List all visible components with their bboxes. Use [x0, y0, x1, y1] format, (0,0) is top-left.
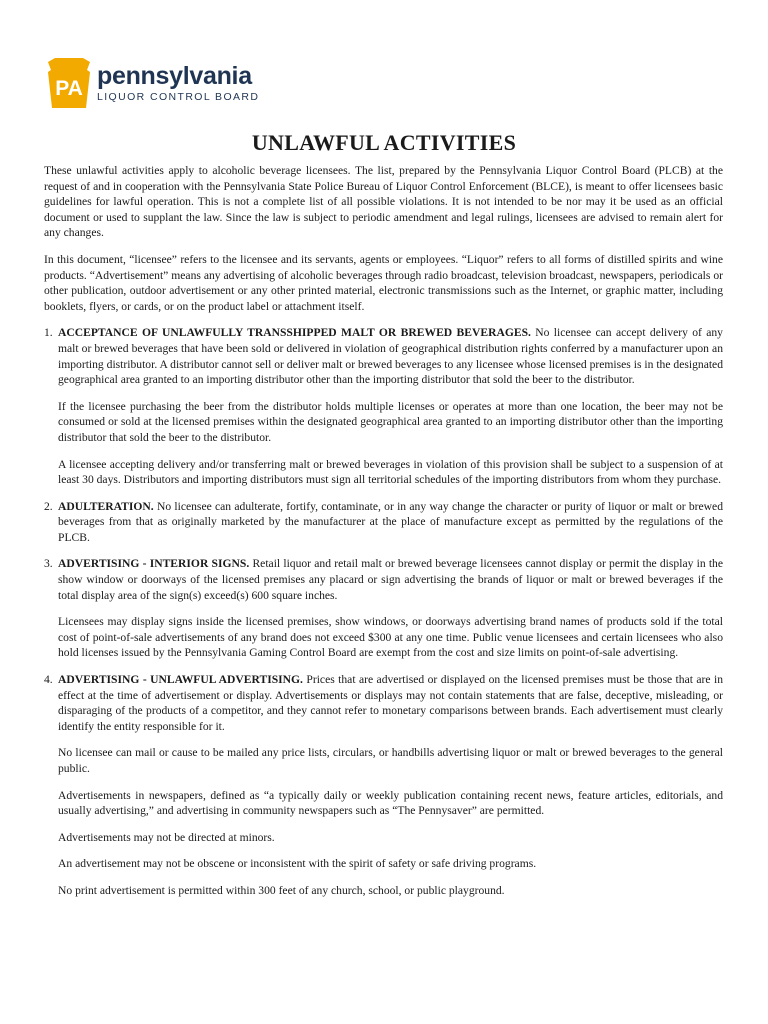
item-paragraph: An advertisement may not be obscene or inconsistent with the spirit of safety or safe driving programs. — [58, 857, 537, 871]
item-heading: ADULTERATION. — [58, 499, 154, 513]
item-text: No licensee can accept delivery of any malt or brewed beverages that have been sold or delivered in violation of geographical distribution rights conferred by a manufacturer upon an importing distributor. A distributor cannot sell or deliver malt or brewed beverages to any licensee whose licensed premises is in the designated geographical area granted to an importing distributor other than the importing distributor that sold the beer to the distributor. — [58, 326, 723, 387]
intro-paragraph: In this document, “licensee” refers to the licensee and its servants, agents or employees. “Liquor” refers to all forms of distilled spirits and wine products. “Advertisement” means any advertising of alcoholic beverages through radio broadcast, television broadcast, newspapers, periodicals or other publication, outdoor advertisement or any other printed material, electronic transmissions such as the Internet, or graphic matter, including booklets, flyers, or cards, or on the product label or attachment itself. — [44, 252, 723, 313]
item-heading: ACCEPTANCE OF UNLAWFULLY TRANSSHIPPED MALT OR BREWED BEVERAGES. — [58, 326, 531, 340]
keystone-icon — [46, 58, 92, 108]
item-heading: ADVERTISING - UNLAWFUL ADVERTISING. — [58, 673, 303, 687]
activity-list — [44, 325, 723, 898]
activity-item — [44, 556, 723, 661]
logo-name: pennsylvania — [97, 62, 252, 90]
logo-mark: PA — [55, 77, 83, 100]
item-lead-paragraph — [58, 556, 723, 603]
item-paragraph: A licensee accepting delivery and/or transferring malt or brewed beverages in violation of this provision shall be subject to a suspension of at least 30 days. Distributors and importing distributors must sign all territorial schedules of the importing distributors from whom they purchase. — [58, 457, 723, 487]
item-paragraph: If the licensee purchasing the beer from the distributor holds multiple licenses or operates at more than one location, the beer may not be consumed or sold at the licensed premises within the designated geographical area granted to an importing distributor other than the importing distributor that sold the beer to the distributor. — [58, 399, 723, 444]
item-paragraph: No print advertisement is permitted within 300 feet of any church, school, or public playground. — [58, 883, 505, 897]
activity-item — [44, 499, 723, 546]
activity-item — [44, 672, 723, 899]
item-text: Prices that are advertised or displayed on the licensed premises must be those that are in effect at the time of advertisement or display. Advertisements or displays may not contain statements that are false, deceptive, misleading, or disparaging of the products of a competitor, and they cannot refer to monetary comparisons between brands. Each advertisement must clearly identify the entity responsible for it. — [58, 673, 723, 733]
page-title: UNLAWFUL ACTIVITIES — [251, 130, 517, 155]
item-lead-paragraph — [58, 325, 723, 387]
item-paragraph: Licensees may display signs inside the licensed premises, show windows, or doorways advertising brand names of products sold if the total cost of point-of-sale advertisements of any brand does not exceed $300 at any one time. Public venue licensees and certain licensees who also hold licenses issued by the Pennsylvania Gaming Control Board are exempt from the cost and size limits on point-of-sale advertising. — [58, 615, 723, 660]
item-lead-paragraph — [58, 499, 723, 546]
item-text: Retail liquor and retail malt or brewed beverage licensees cannot display or permit the display in the show window or doorways of the licensed premises any placard or sign advertising the brands of liquor or malt or brewed beverages if the total display area of the sign(s) exceed(s) 600 square inches. — [58, 557, 723, 602]
item-number: 1. — [44, 326, 53, 340]
document-body — [44, 163, 723, 910]
item-paragraph: Advertisements in newspapers, defined as “a typically daily or weekly publication containing recent news, feature articles, editorials, and usually advertising,” and advertising in community newspapers such as “The Pennysaver” are permitted. — [58, 788, 723, 818]
item-text: No licensee can adulterate, fortify, contaminate, or in any way change the character or purity of liquor or malt or brewed beverages from that as originally marketed by the manufacturer at the place of manufacture except as permitted by the regulations of the PLCB. — [58, 499, 723, 544]
item-number: 2. — [44, 499, 53, 513]
item-lead-paragraph — [58, 672, 723, 734]
item-paragraph: No licensee can mail or cause to be mailed any price lists, circulars, or handbills advertising liquor or malt or brewed beverages to the general public. — [58, 746, 723, 775]
item-heading: ADVERTISING - INTERIOR SIGNS. — [58, 557, 250, 571]
item-paragraph: Advertisements may not be directed at minors. — [58, 830, 275, 844]
plcb-logo — [46, 58, 259, 108]
item-number: 4. — [44, 673, 53, 687]
item-number: 3. — [44, 557, 53, 571]
logo-subtitle: LIQUOR CONTROL BOARD — [97, 91, 260, 103]
activity-item — [44, 325, 723, 487]
intro-paragraph: These unlawful activities apply to alcoholic beverage licensees. The list, prepared by the Pennsylvania Liquor Control Board (PLCB) at the request of and in cooperation with the Pennsylvania State Police Bureau of Liquor Control Enforcement (BLCE), is meant to offer licensees basic guidelines for lawful operation. This is not a complete list of all possible violations. It is not intended to be nor may it be used as an official document or used to supplant the law. Since the law is subject to periodic amendment and legal rulings, licensees are advised to remain alert for any changes. — [44, 164, 723, 240]
